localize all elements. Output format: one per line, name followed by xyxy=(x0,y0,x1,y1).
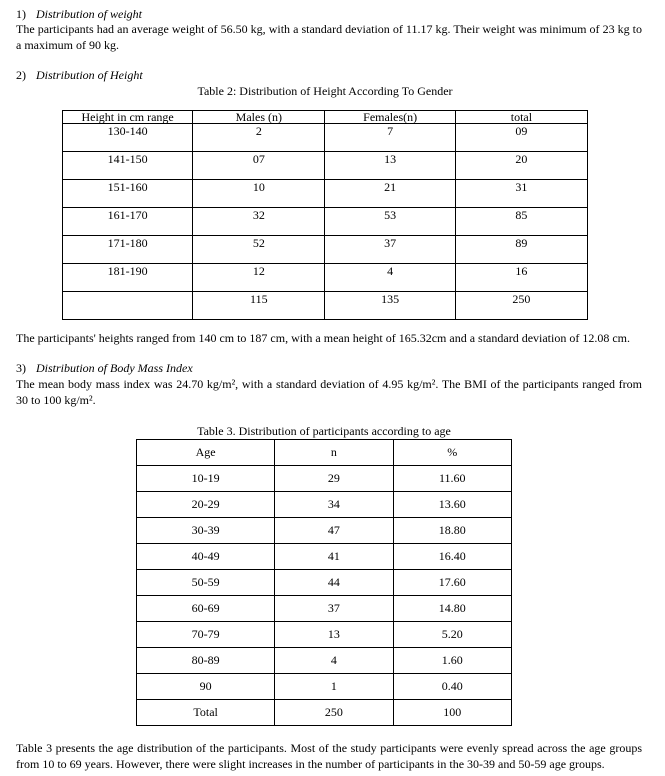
table-cell: 21 xyxy=(325,180,455,208)
table-row xyxy=(63,152,588,180)
table-cell: 250 xyxy=(275,700,393,726)
table-cell: 47 xyxy=(275,518,393,544)
height-gender-table xyxy=(62,110,588,320)
table-row xyxy=(63,264,588,292)
table-cell: 14.80 xyxy=(393,596,511,622)
table-cell: 181-190 xyxy=(63,264,193,292)
table-cell: 89 xyxy=(455,236,587,264)
table-cell: 1 xyxy=(275,674,393,700)
table-cell: 44 xyxy=(275,570,393,596)
table-cell: 130-140 xyxy=(63,124,193,152)
table-cell: Total xyxy=(137,700,275,726)
table-row xyxy=(63,236,588,264)
table-cell: 13 xyxy=(275,622,393,648)
age-distribution-table xyxy=(136,439,512,726)
table-cell: 141-150 xyxy=(63,152,193,180)
table-cell: 100 xyxy=(393,700,511,726)
section-title: Distribution of Height xyxy=(36,68,143,82)
table-row xyxy=(137,700,512,726)
table-cell: 53 xyxy=(325,208,455,236)
table-header-row xyxy=(63,111,588,124)
section-heading-height xyxy=(16,68,143,82)
closing-paragraph: Table 3 presents the age distribution of the participants. Most of the study participants were evenly spread across the age groups from 10 to 69 years. However, there were slight increases in the number of participants in the 30-39 and 50-59 age groups. xyxy=(16,741,642,771)
table-cell: 40-49 xyxy=(137,544,275,570)
table-cell: 2 xyxy=(193,124,325,152)
bmi-paragraph: The mean body mass index was 24.70 kg/m², with a standard deviation of 4.95 kg/m². The BMI of the participants ranged from 30 to 100 kg/m². xyxy=(16,377,642,407)
table-cell: 171-180 xyxy=(63,236,193,264)
table2-caption: Table 2: Distribution of Height According To Gender xyxy=(197,84,453,98)
table-row xyxy=(63,292,588,320)
table3-caption: Table 3. Distribution of participants according to age xyxy=(197,424,451,438)
table-cell: 90 xyxy=(137,674,275,700)
table-cell: 161-170 xyxy=(63,208,193,236)
table-cell: 85 xyxy=(455,208,587,236)
table-row xyxy=(63,124,588,152)
section-heading-weight xyxy=(16,7,142,21)
table-row xyxy=(137,674,512,700)
table-cell: 18.80 xyxy=(393,518,511,544)
table-row xyxy=(137,466,512,492)
table-cell: 30-39 xyxy=(137,518,275,544)
table-cell: 80-89 xyxy=(137,648,275,674)
table-row xyxy=(137,570,512,596)
table-cell: 09 xyxy=(455,124,587,152)
table-cell: 0.40 xyxy=(393,674,511,700)
table-cell: 135 xyxy=(325,292,455,320)
table-cell: 52 xyxy=(193,236,325,264)
table-cell: 07 xyxy=(193,152,325,180)
table-cell: 37 xyxy=(275,596,393,622)
table-cell: 20 xyxy=(455,152,587,180)
table-row xyxy=(137,492,512,518)
table-header-cell: Height in cm range xyxy=(63,111,193,124)
table-header-cell: n xyxy=(275,440,393,466)
table-cell: 1.60 xyxy=(393,648,511,674)
table-header-cell: % xyxy=(393,440,511,466)
table-cell: 37 xyxy=(325,236,455,264)
table-cell: 34 xyxy=(275,492,393,518)
table-header-cell: Females(n) xyxy=(325,111,455,124)
table-cell: 50-59 xyxy=(137,570,275,596)
table-cell: 151-160 xyxy=(63,180,193,208)
table-cell: 16 xyxy=(455,264,587,292)
table-cell: 17.60 xyxy=(393,570,511,596)
table-cell: 41 xyxy=(275,544,393,570)
table-cell: 115 xyxy=(193,292,325,320)
table-cell: 4 xyxy=(275,648,393,674)
table-cell: 20-29 xyxy=(137,492,275,518)
table-cell xyxy=(63,292,193,320)
table-cell: 10 xyxy=(193,180,325,208)
height-paragraph: The participants' heights ranged from 140 cm to 187 cm, with a mean height of 165.32cm and a standard deviation of 12.08 cm. xyxy=(16,331,631,345)
table-header-cell: Males (n) xyxy=(193,111,325,124)
table-cell: 13.60 xyxy=(393,492,511,518)
table-cell: 32 xyxy=(193,208,325,236)
section-title: Distribution of Body Mass Index xyxy=(36,361,193,375)
section-heading-bmi xyxy=(16,361,193,375)
table-row xyxy=(137,622,512,648)
table-cell: 12 xyxy=(193,264,325,292)
section-title: Distribution of weight xyxy=(36,7,143,21)
table-cell: 250 xyxy=(455,292,587,320)
weight-paragraph: The participants had an average weight of 56.50 kg, with a standard deviation of 11.17 kg. Their weight was minimum of 23 kg to a maximum of 90 kg. xyxy=(16,22,642,52)
section-number: 2) xyxy=(16,68,26,82)
section-number: 3) xyxy=(16,361,26,375)
table-header-cell: total xyxy=(455,111,587,124)
table-row xyxy=(137,544,512,570)
table-cell: 60-69 xyxy=(137,596,275,622)
table-row xyxy=(137,596,512,622)
table-cell: 31 xyxy=(455,180,587,208)
table-row xyxy=(137,518,512,544)
table-cell: 7 xyxy=(325,124,455,152)
table-cell: 4 xyxy=(325,264,455,292)
table-cell: 29 xyxy=(275,466,393,492)
table-header-row xyxy=(137,440,512,466)
table-row xyxy=(63,180,588,208)
table-header-cell: Age xyxy=(137,440,275,466)
table-cell: 10-19 xyxy=(137,466,275,492)
table-cell: 16.40 xyxy=(393,544,511,570)
table-cell: 11.60 xyxy=(393,466,511,492)
table-row xyxy=(63,208,588,236)
section-number: 1) xyxy=(16,7,26,21)
table-cell: 70-79 xyxy=(137,622,275,648)
table-row xyxy=(137,648,512,674)
table-cell: 5.20 xyxy=(393,622,511,648)
table-cell: 13 xyxy=(325,152,455,180)
